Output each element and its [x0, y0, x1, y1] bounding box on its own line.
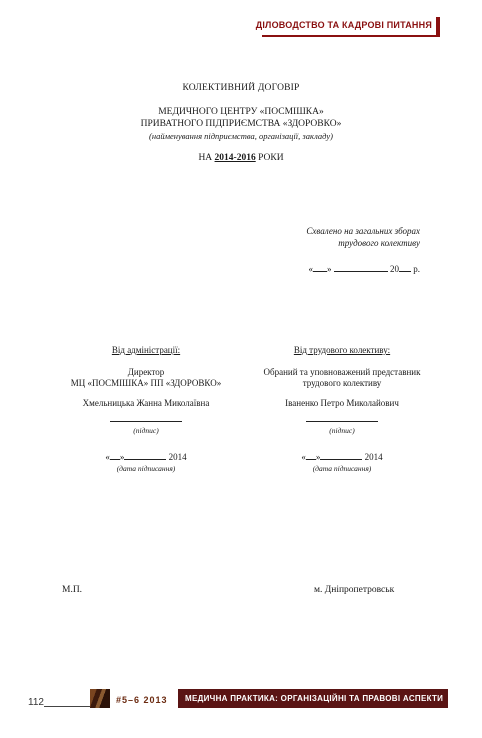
year-blank [399, 262, 411, 272]
month-blank [124, 450, 166, 460]
director-position: Директор [127, 367, 165, 377]
representative-position-1: Обраний та уповноважений представник [263, 367, 421, 377]
journal-title: МЕДИЧНА ПРАКТИКА: ОРГАНІЗАЦІЙНІ ТА ПРАВОВІ АСПЕКТИ [185, 694, 444, 703]
organization-line-1: МЕДИЧНОГО ЦЕНТРУ «ПОСМІШКА» [158, 107, 324, 117]
contract-period [0, 153, 482, 163]
month-blank [320, 450, 362, 460]
quote-open: « [308, 264, 313, 274]
day-blank [110, 450, 120, 460]
stamp-place: М.П. [62, 585, 83, 595]
signature-hint: (підпис) [133, 426, 159, 435]
date-hint: (дата підписання) [312, 464, 372, 473]
date-hint: (дата підписання) [116, 464, 176, 473]
city: м. Дніпропетровськ [314, 585, 395, 595]
signature-hint: (підпис) [329, 426, 355, 435]
issue-number: #5–6 2013 [116, 695, 168, 705]
collective-block [242, 345, 442, 474]
period-years: 2014-2016 [214, 153, 256, 163]
footer-rule [44, 706, 90, 707]
year-prefix: 20 [390, 264, 399, 274]
director-name: Хмельницька Жанна Миколаївна [82, 398, 210, 408]
organization-hint: (найменування підприємства, організації, закладу) [149, 131, 333, 141]
page-number: 112 [28, 697, 44, 708]
title-block [0, 82, 482, 142]
director-organization: МЦ «ПОСМІШКА» ПП «ЗДОРОВКО» [70, 378, 222, 388]
period-prefix: НА [198, 153, 213, 163]
administration-heading: Від адміністрації: [111, 345, 181, 355]
journal-logo-icon [90, 689, 110, 708]
header-rule [262, 35, 440, 37]
header-accent-bar [436, 17, 440, 36]
administration-block [46, 345, 246, 474]
signing-year: 2014 [364, 452, 383, 462]
representative-name: Іваненко Петро Миколайович [285, 398, 399, 408]
period-suffix: РОКИ [258, 153, 284, 163]
quote-close: » [315, 452, 321, 462]
approval-line-1: Схвалено на загальних зборах [306, 226, 420, 236]
month-blank [334, 262, 388, 272]
day-blank [313, 262, 327, 272]
signing-date [242, 450, 442, 463]
representative-position-2: трудового колективу [302, 378, 382, 388]
quote-close: » [327, 264, 332, 274]
signing-date [46, 450, 246, 463]
quote-open: « [301, 452, 306, 462]
document-title: КОЛЕКТИВНИЙ ДОГОВІР [182, 83, 300, 93]
organization-line-2: ПРИВАТНОГО ПІДПРИЄМСТВА «ЗДОРОВКО» [140, 119, 342, 129]
quote-open: « [105, 452, 110, 462]
signature-line [110, 415, 182, 422]
quote-close: » [119, 452, 125, 462]
collective-heading: Від трудового колективу: [293, 345, 391, 355]
approval-note [306, 225, 420, 249]
approval-date [309, 262, 421, 274]
approval-line-2: трудового колективу [338, 238, 420, 248]
day-blank [306, 450, 316, 460]
section-header: ДІЛОВОДСТВО ТА КАДРОВІ ПИТАННЯ [255, 20, 432, 30]
signing-year: 2014 [168, 452, 187, 462]
signature-line [306, 415, 378, 422]
year-suffix: р. [413, 264, 420, 274]
